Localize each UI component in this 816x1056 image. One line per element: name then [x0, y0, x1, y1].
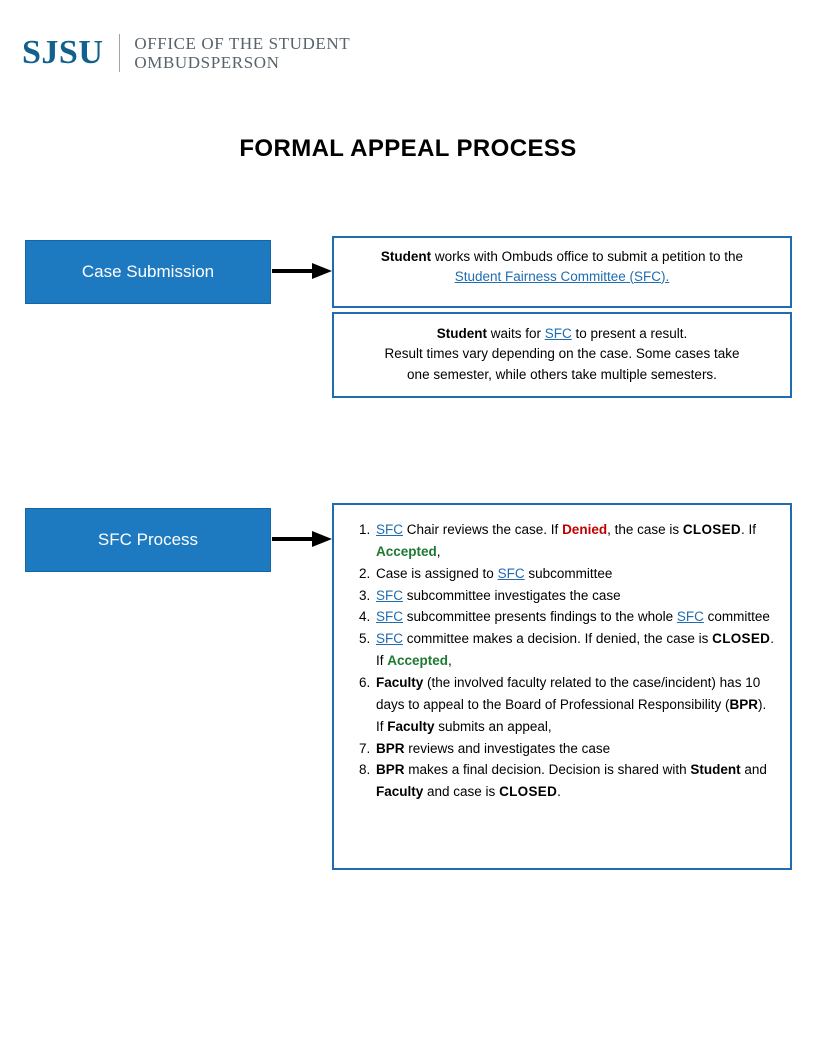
step-text: subcommittee investigates the case: [403, 587, 621, 603]
step-text: ,: [436, 543, 441, 559]
closed-term: CLOSED: [712, 631, 771, 647]
step-text: subcommittee presents findings to the whole: [403, 609, 677, 625]
step-text: reviews and investigates the case: [404, 740, 611, 756]
sfc-step-item: [374, 738, 776, 760]
sfc-link[interactable]: SFC: [497, 565, 525, 581]
step-text: committee: [703, 609, 770, 625]
wait-actor: Student: [436, 326, 487, 341]
step-text: , the case is: [607, 522, 683, 537]
wait-description-box: [332, 312, 792, 398]
step-text: Case is assigned to: [376, 565, 498, 581]
submission-text: works with Ombuds office to submit a petition to the: [431, 249, 744, 264]
sfc-step-item: [374, 628, 776, 672]
submission-actor: Student: [380, 249, 432, 264]
step-text: . If: [376, 631, 774, 669]
sfc-process-steps-box: [332, 503, 792, 870]
emphasis-term: Student: [690, 762, 741, 778]
sfc-step-item: [374, 759, 776, 803]
submission-description-box: [332, 236, 792, 308]
step-text: submits an appeal,: [434, 718, 552, 734]
sjsu-logo: [22, 34, 350, 72]
arrow-right-icon: [272, 530, 332, 548]
stage-case-submission-label: Case Submission: [81, 262, 215, 281]
step-text: (the involved faculty related to the case/incident) has 10 days to appeal to the Board of Professional Responsibility (: [376, 675, 761, 712]
stage-sfc-process: [25, 508, 271, 572]
emphasis-term: BPR: [376, 740, 405, 756]
step-text: committee makes a decision. If denied, the case is: [403, 631, 713, 647]
sfc-step-item: [374, 585, 776, 607]
accepted-term: Accepted: [376, 543, 437, 559]
step-text: ,: [448, 653, 452, 669]
wait-text-mid: waits for: [486, 326, 545, 341]
accepted-term: Accepted: [387, 653, 449, 669]
step-text: subcommittee: [524, 565, 613, 581]
sfc-link[interactable]: SFC: [376, 631, 403, 647]
closed-term: CLOSED: [682, 522, 741, 537]
step-text: Chair reviews the case. If: [403, 522, 563, 537]
sfc-link[interactable]: SFC: [676, 609, 704, 625]
sfc-link[interactable]: SFC: [376, 522, 403, 537]
office-name: [134, 34, 350, 72]
step-text: .: [557, 784, 561, 800]
stage-case-submission: [25, 240, 271, 304]
student-fairness-committee-link[interactable]: Student Fairness Committee (SFC).: [454, 268, 670, 284]
emphasis-term: BPR: [729, 696, 758, 712]
emphasis-term: BPR: [376, 762, 405, 778]
closed-term: CLOSED: [499, 784, 558, 800]
sfc-link-wait[interactable]: SFC: [544, 326, 572, 341]
wait-text-end: to present a result.: [571, 326, 688, 341]
step-text: makes a final decision. Decision is shared with: [404, 762, 691, 778]
page-title: FORMAL APPEAL PROCESS: [239, 135, 577, 162]
office-name-line2: OMBUDSPERSON: [134, 53, 280, 73]
step-text: ). If: [376, 696, 767, 734]
emphasis-term: Faculty: [376, 675, 424, 691]
sfc-step-item: [374, 519, 776, 563]
sfc-step-item: [374, 563, 776, 585]
sfc-link[interactable]: SFC: [376, 587, 403, 603]
logo-divider: [119, 34, 120, 72]
step-text: and case is: [423, 784, 500, 800]
office-name-line1: OFFICE OF THE STUDENT: [134, 34, 351, 53]
sfc-steps-list: [344, 519, 776, 803]
emphasis-term: Faculty: [387, 718, 435, 734]
step-text: and: [740, 762, 767, 778]
step-text: . If: [740, 522, 756, 537]
arrow-right-icon: [272, 262, 332, 280]
emphasis-term: Faculty: [376, 784, 424, 800]
sjsu-wordmark: SJSU: [22, 34, 104, 72]
wait-line3: one semester, while others take multiple semesters.: [407, 366, 717, 382]
denied-term: Denied: [562, 522, 608, 537]
wait-line2: Result times vary depending on the case. Some cases take: [384, 346, 740, 362]
sfc-step-item: [374, 606, 776, 628]
sfc-step-item: [374, 672, 776, 738]
stage-sfc-process-label: SFC Process: [97, 530, 199, 549]
sfc-link[interactable]: SFC: [376, 609, 403, 625]
